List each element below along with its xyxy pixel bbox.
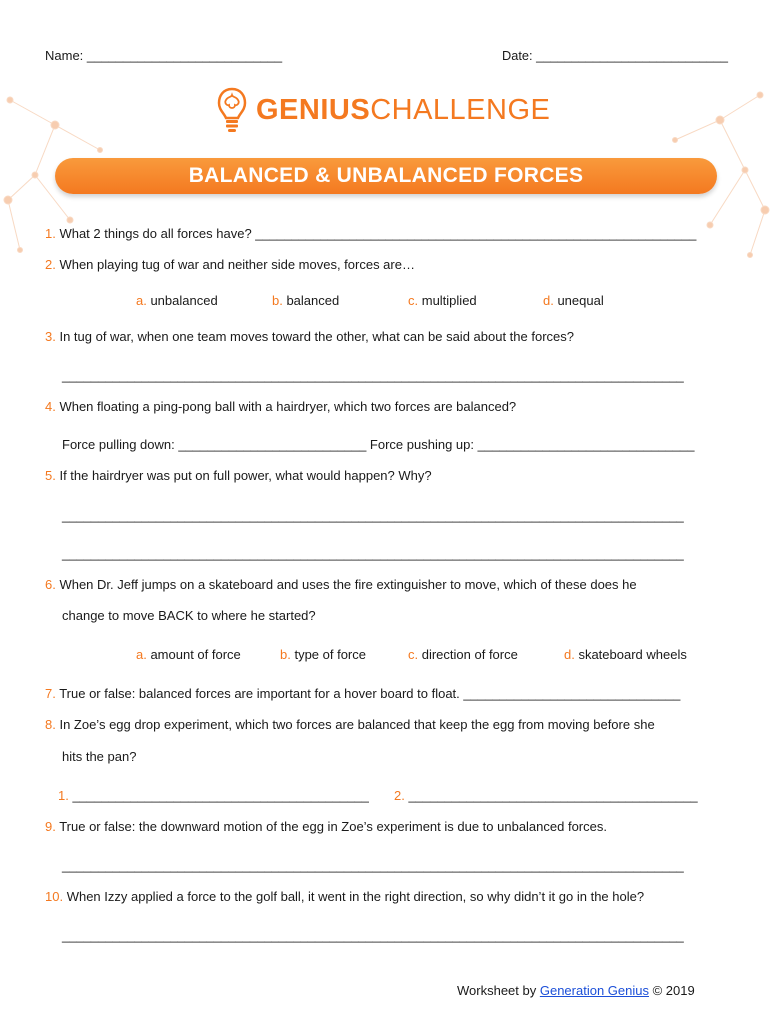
option-text: type of force	[290, 647, 366, 662]
option-letter: a.	[136, 647, 147, 662]
question-text: In Zoe’s egg drop experiment, which two forces are balanced that keep the egg from moving before she	[55, 717, 655, 732]
answer-number: 1.	[58, 788, 69, 803]
question-number: 2.	[45, 257, 56, 272]
option-c[interactable]	[408, 647, 518, 662]
question-7[interactable]	[45, 686, 680, 701]
brand-wordmark	[256, 94, 550, 127]
date-field[interactable]: Date: ___________________________	[502, 48, 728, 63]
question-8	[45, 717, 655, 732]
question-number: 1.	[45, 226, 56, 241]
answer-line[interactable]: ______________________________________________________________________________________	[62, 858, 684, 873]
question-number: 6.	[45, 577, 56, 592]
footer-credit	[457, 983, 695, 998]
question-number: 10.	[45, 889, 64, 904]
brand-light: CHALLENGE	[370, 93, 551, 126]
question-text: When Izzy applied a force to the golf ball, it went in the right direction, so why didn’t it go in the hole?	[63, 889, 645, 904]
question-text: What 2 things do all forces have? _____________________________________________________________	[55, 226, 697, 241]
question-3	[45, 329, 574, 344]
page-title: BALANCED & UNBALANCED FORCES	[188, 164, 584, 187]
footer-prefix: Worksheet by	[457, 983, 540, 998]
question-text: If the hairdryer was put on full power, what would happen? Why?	[55, 468, 432, 483]
answer-line[interactable]: ______________________________________________________________________________________	[62, 928, 684, 943]
option-letter: a.	[136, 293, 147, 308]
option-letter: d.	[543, 293, 554, 308]
option-text: amount of force	[146, 647, 241, 662]
answer-line[interactable]: ________________________________________	[404, 788, 698, 803]
question-4	[45, 399, 516, 414]
question-6	[45, 577, 637, 592]
option-text: balanced	[282, 293, 340, 308]
option-text: multiplied	[418, 293, 477, 308]
question-text: When playing tug of war and neither side moves, forces are…	[55, 257, 415, 272]
question-number: 4.	[45, 399, 56, 414]
question-number: 8.	[45, 717, 56, 732]
question-5	[45, 468, 432, 483]
question-1	[45, 226, 696, 241]
answer-line[interactable]: _________________________________________	[68, 788, 369, 803]
option-text: unequal	[553, 293, 604, 308]
question-number: 7.	[45, 686, 56, 701]
generation-genius-link[interactable]: Generation Genius	[539, 983, 649, 998]
option-a[interactable]	[136, 647, 241, 662]
option-a[interactable]	[136, 293, 218, 308]
option-d[interactable]	[543, 293, 604, 308]
footer-suffix: © 2019	[648, 983, 695, 998]
option-letter: c.	[408, 647, 419, 662]
question-6-continued: change to move BACK to where he started?	[62, 608, 316, 623]
option-b[interactable]	[280, 647, 366, 662]
brand-bold: GENIUS	[256, 93, 371, 126]
question-number: 5.	[45, 468, 56, 483]
question-text: When Dr. Jeff jumps on a skateboard and uses the fire extinguisher to move, which of these does he	[55, 577, 637, 592]
question-text: True or false: the downward motion of the egg in Zoe’s experiment is due to unbalanced forces.	[55, 819, 607, 834]
option-c[interactable]	[408, 293, 477, 308]
question-text: True or false: balanced forces are important for a hover board to float. ______________________________	[55, 686, 681, 701]
answer-1-field[interactable]	[58, 788, 369, 803]
option-letter: b.	[272, 293, 283, 308]
question-8-continued: hits the pan?	[62, 749, 137, 764]
option-text: direction of force	[418, 647, 518, 662]
option-letter: c.	[408, 293, 419, 308]
question-number: 3.	[45, 329, 56, 344]
option-letter: d.	[564, 647, 575, 662]
answer-line[interactable]: ______________________________________________________________________________________	[62, 508, 684, 523]
answer-number: 2.	[394, 788, 405, 803]
option-text: skateboard wheels	[574, 647, 687, 662]
answer-line[interactable]: ______________________________________________________________________________________	[62, 368, 684, 383]
question-10	[45, 889, 644, 904]
option-text: unbalanced	[146, 293, 218, 308]
name-field[interactable]: Name: ___________________________	[45, 48, 283, 63]
option-b[interactable]	[272, 293, 339, 308]
answer-line[interactable]: ______________________________________________________________________________________	[62, 546, 684, 561]
question-9	[45, 819, 607, 834]
question-number: 9.	[45, 819, 56, 834]
title-banner	[55, 158, 717, 194]
question-text: When floating a ping-pong ball with a hairdryer, which two forces are balanced?	[55, 399, 517, 414]
question-2	[45, 257, 415, 272]
question-text: In tug of war, when one team moves toward the other, what can be said about the forces?	[55, 329, 574, 344]
lightbulb-brain-icon	[216, 86, 248, 134]
option-letter: b.	[280, 647, 291, 662]
force-fields[interactable]: Force pulling down: __________________________ Force pushing up: ______________________________	[62, 437, 695, 452]
option-d[interactable]	[564, 647, 687, 662]
brand-logo	[216, 84, 556, 136]
answer-2-field[interactable]	[394, 788, 698, 803]
